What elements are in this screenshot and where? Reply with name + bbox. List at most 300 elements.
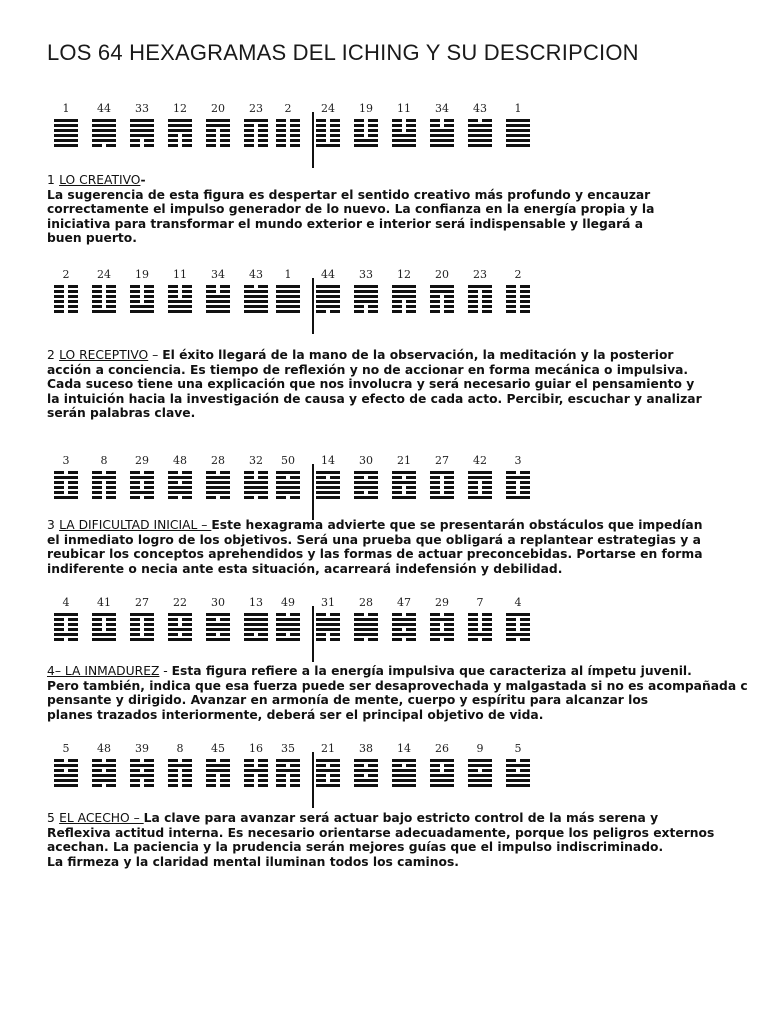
yin-line xyxy=(430,305,454,308)
hexagram-lines xyxy=(276,471,300,499)
yin-line xyxy=(276,779,300,782)
yang-line xyxy=(392,471,416,474)
yang-line xyxy=(276,481,300,484)
yang-line xyxy=(392,759,416,762)
hexagram-figure xyxy=(468,742,492,789)
yin-line xyxy=(206,144,230,147)
hexagram-number: 27 xyxy=(135,596,149,609)
yang-line xyxy=(468,124,492,127)
hexagram-figure xyxy=(168,742,192,789)
hexagram-number: 21 xyxy=(397,454,411,467)
yin-line xyxy=(276,476,300,479)
hexagram-number: 33 xyxy=(359,268,373,281)
yang-line xyxy=(54,496,78,499)
yang-line xyxy=(206,623,230,626)
yin-line xyxy=(244,633,268,636)
yang-line xyxy=(206,764,230,767)
hexagram-lines xyxy=(54,471,78,499)
hexagram-number: 12 xyxy=(397,268,411,281)
yang-line xyxy=(276,623,300,626)
hexagram-lines xyxy=(92,613,116,641)
entry-text-line: acción a conciencia. Es tiempo de reflexión y no de accionar en forma mecánica o impulsiva. xyxy=(47,362,689,377)
yin-line xyxy=(392,300,416,303)
hexagram-figure xyxy=(276,268,300,315)
yang-line xyxy=(206,119,230,122)
hexagram-figure xyxy=(244,268,268,315)
yang-line xyxy=(468,471,492,474)
yang-line xyxy=(244,769,268,772)
yin-line xyxy=(92,759,116,762)
yang-line xyxy=(506,476,530,479)
yang-line xyxy=(430,134,454,137)
yang-line xyxy=(244,628,268,631)
yang-line xyxy=(54,476,78,479)
yin-line xyxy=(430,628,454,631)
yin-line xyxy=(316,779,340,782)
entry-text-line: La sugerencia de esta figura es despertar el sentido creativo más profundo y encauzar xyxy=(47,187,651,202)
entry-text-line: serán palabras clave. xyxy=(47,406,196,421)
hexagram-number: 44 xyxy=(321,268,335,281)
yang-line xyxy=(92,476,116,479)
yang-line xyxy=(276,491,300,494)
hexagram-figure xyxy=(468,102,492,149)
yin-line xyxy=(92,618,116,621)
yang-line xyxy=(244,613,268,616)
yin-line xyxy=(468,769,492,772)
yang-line xyxy=(168,764,192,767)
yang-line xyxy=(506,764,530,767)
hexagram-lines xyxy=(316,119,340,147)
yin-line xyxy=(506,623,530,626)
yin-line xyxy=(244,496,268,499)
hexagram-lines xyxy=(468,759,492,787)
entry-text-line: Reflexiva actitud interna. Es necesario orientarse adecuadamente, porque los peligros externos xyxy=(47,825,715,840)
yang-line xyxy=(168,305,192,308)
yin-line xyxy=(468,613,492,616)
yang-line xyxy=(168,476,192,479)
yin-line xyxy=(130,769,154,772)
yin-line xyxy=(244,779,268,782)
entry-text-line: Cada suceso tiene una explicación que nos involucra y será necesario guiar el pensamiento y xyxy=(47,377,695,392)
yang-line xyxy=(244,638,268,641)
yang-line xyxy=(468,129,492,132)
yin-line xyxy=(276,139,300,142)
hexagram-number: 35 xyxy=(281,742,295,755)
yang-line xyxy=(130,310,154,313)
yin-line xyxy=(430,486,454,489)
hexagram-number: 39 xyxy=(135,742,149,755)
yang-line xyxy=(276,471,300,474)
yang-line xyxy=(130,119,154,122)
hexagram-number: 4 xyxy=(514,596,522,609)
yang-line xyxy=(430,129,454,132)
hexagram-figure xyxy=(276,596,300,643)
yin-line xyxy=(206,134,230,137)
hexagram-lines xyxy=(392,471,416,499)
yin-line xyxy=(130,290,154,293)
hexagram-lines xyxy=(168,759,192,787)
entry-text-line: reubicar los conceptos aprehendidos y las formas de actuar preconcebidas. Portarse en forma xyxy=(47,547,703,562)
yang-line xyxy=(276,759,300,762)
yin-line xyxy=(276,124,300,127)
yin-line xyxy=(430,769,454,772)
hexagram-number: 21 xyxy=(321,742,335,755)
hexagram-number: 22 xyxy=(173,596,187,609)
hexagram-figure xyxy=(92,454,116,501)
yang-line xyxy=(168,613,192,616)
yin-line xyxy=(468,305,492,308)
yin-line xyxy=(468,300,492,303)
yin-line xyxy=(392,628,416,631)
yang-line xyxy=(468,496,492,499)
yang-line xyxy=(276,290,300,293)
yang-line xyxy=(206,300,230,303)
yin-line xyxy=(244,476,268,479)
hexagram-lines xyxy=(430,119,454,147)
yang-line xyxy=(430,633,454,636)
yin-line xyxy=(168,285,192,288)
yin-line xyxy=(392,486,416,489)
yang-line xyxy=(392,618,416,621)
yang-line xyxy=(54,633,78,636)
hexagram-lines xyxy=(354,613,378,641)
yang-line xyxy=(92,638,116,641)
hexagram-number: 1 xyxy=(62,102,70,115)
hexagram-number: 2 xyxy=(514,268,522,281)
yang-line xyxy=(244,491,268,494)
yang-line xyxy=(392,139,416,142)
yang-line xyxy=(130,491,154,494)
hexagram-number: 28 xyxy=(211,454,225,467)
yin-line xyxy=(276,144,300,147)
yin-line xyxy=(130,481,154,484)
yang-line xyxy=(276,310,300,313)
hexagram-number: 14 xyxy=(397,742,411,755)
yang-line xyxy=(92,119,116,122)
hexagram-figure xyxy=(506,102,530,149)
hexagram-number: 29 xyxy=(135,454,149,467)
hexagram-lines xyxy=(244,285,268,313)
hexagram-lines xyxy=(92,471,116,499)
yin-line xyxy=(168,618,192,621)
hexagram-lines xyxy=(392,759,416,787)
yin-line xyxy=(506,295,530,298)
hexagram-number: 20 xyxy=(211,102,225,115)
yang-line xyxy=(276,628,300,631)
yin-line xyxy=(206,290,230,293)
hexagram-number: 1 xyxy=(284,268,292,281)
yin-line xyxy=(430,613,454,616)
hexagram-lines xyxy=(54,759,78,787)
yin-line xyxy=(468,623,492,626)
hexagram-lines xyxy=(354,759,378,787)
yin-line xyxy=(92,491,116,494)
yang-line xyxy=(206,486,230,489)
yin-line xyxy=(54,481,78,484)
hexagram-figure xyxy=(316,268,340,315)
yin-line xyxy=(506,491,530,494)
yang-line xyxy=(206,476,230,479)
yang-line xyxy=(316,481,340,484)
divider-line xyxy=(312,464,314,520)
hexagram-number: 2 xyxy=(284,102,292,115)
yang-line xyxy=(92,774,116,777)
yin-line xyxy=(244,124,268,127)
yang-line xyxy=(430,759,454,762)
hexagram-figure xyxy=(392,596,416,643)
yin-line xyxy=(92,496,116,499)
yang-line xyxy=(206,491,230,494)
yin-line xyxy=(168,769,192,772)
yin-line xyxy=(468,290,492,293)
yang-line xyxy=(168,638,192,641)
hexagram-lines xyxy=(168,613,192,641)
hexagram-lines xyxy=(130,471,154,499)
yang-line xyxy=(430,618,454,621)
yang-line xyxy=(244,618,268,621)
yang-line xyxy=(206,769,230,772)
yin-line xyxy=(92,471,116,474)
yin-line xyxy=(54,759,78,762)
yang-line xyxy=(316,628,340,631)
hexagram-figure xyxy=(130,454,154,501)
hexagram-lines xyxy=(354,471,378,499)
yang-line xyxy=(276,638,300,641)
yin-line xyxy=(130,784,154,787)
yang-line xyxy=(316,144,340,147)
hexagram-figure xyxy=(206,454,230,501)
yang-line xyxy=(92,764,116,767)
hexagram-strip xyxy=(46,454,546,520)
yang-line xyxy=(168,124,192,127)
divider-line xyxy=(312,112,314,168)
hexagram-number: 24 xyxy=(321,102,335,115)
yin-line xyxy=(206,759,230,762)
yin-line xyxy=(168,779,192,782)
entry-text-line: indiferente o necia ante esta situación, acarreará indefensión y debilidad. xyxy=(47,561,563,576)
yang-line xyxy=(316,759,340,762)
hexagram-number: 24 xyxy=(97,268,111,281)
yin-line xyxy=(430,638,454,641)
yang-line xyxy=(54,129,78,132)
yang-line xyxy=(430,779,454,782)
entry-heading xyxy=(47,348,768,363)
yin-line xyxy=(168,623,192,626)
yang-line xyxy=(468,764,492,767)
yin-line xyxy=(468,481,492,484)
hexagram-number: 38 xyxy=(359,742,373,755)
yang-line xyxy=(392,769,416,772)
hexagram-lines xyxy=(244,613,268,641)
yin-line xyxy=(168,759,192,762)
yin-line xyxy=(316,774,340,777)
entry-separator: - xyxy=(159,664,172,678)
yang-line xyxy=(506,784,530,787)
hexagram-number: 29 xyxy=(435,596,449,609)
hexagram-figure xyxy=(206,742,230,789)
yin-line xyxy=(392,613,416,616)
entry-text-line: iniciativa para transformar el mundo exterior e interior será indispensable y llegará a xyxy=(47,216,644,231)
yang-line xyxy=(506,774,530,777)
hexagram-number: 20 xyxy=(435,268,449,281)
hexagram-lines xyxy=(468,613,492,641)
yin-line xyxy=(54,295,78,298)
yin-line xyxy=(506,471,530,474)
hexagram-lines xyxy=(354,119,378,147)
hexagram-number: 41 xyxy=(97,596,111,609)
yin-line xyxy=(244,129,268,132)
entry-number: 2 xyxy=(47,348,55,362)
yin-line xyxy=(354,638,378,641)
hexagram-number: 7 xyxy=(476,596,484,609)
hexagram-number: 47 xyxy=(397,596,411,609)
yang-line xyxy=(54,139,78,142)
hexagram-number: 26 xyxy=(435,742,449,755)
yang-line xyxy=(354,784,378,787)
yin-line xyxy=(468,119,492,122)
hexagram-lines xyxy=(354,285,378,313)
yang-line xyxy=(506,779,530,782)
yang-line xyxy=(92,613,116,616)
yang-line xyxy=(430,139,454,142)
yin-line xyxy=(430,764,454,767)
yin-line xyxy=(316,124,340,127)
yin-line xyxy=(392,491,416,494)
yin-line xyxy=(130,471,154,474)
yang-line xyxy=(468,285,492,288)
hexagram-lines xyxy=(506,471,530,499)
hexagram-number: 2 xyxy=(62,268,70,281)
yang-line xyxy=(92,129,116,132)
hexagram-figure xyxy=(206,596,230,643)
yang-line xyxy=(130,134,154,137)
yin-line xyxy=(506,290,530,293)
yang-line xyxy=(506,124,530,127)
yang-line xyxy=(316,295,340,298)
hexagram-entry-1 xyxy=(47,173,768,246)
yin-line xyxy=(130,300,154,303)
hexagram-figure xyxy=(276,742,300,789)
yin-line xyxy=(316,310,340,313)
yin-line xyxy=(206,129,230,132)
yin-line xyxy=(130,496,154,499)
yin-line xyxy=(468,618,492,621)
hexagram-figure xyxy=(92,268,116,315)
hexagram-figure xyxy=(54,102,78,149)
yin-line xyxy=(354,310,378,313)
hexagram-entry-5 xyxy=(47,811,768,869)
entry-number: 3 xyxy=(47,518,55,532)
yang-line xyxy=(168,119,192,122)
hexagram-lines xyxy=(506,613,530,641)
yin-line xyxy=(54,623,78,626)
hexagram-number: 43 xyxy=(473,102,487,115)
yang-line xyxy=(316,491,340,494)
yang-line xyxy=(54,134,78,137)
hexagram-lines xyxy=(276,613,300,641)
hexagram-strip xyxy=(46,268,546,334)
hexagram-number: 16 xyxy=(249,742,263,755)
hexagram-figure xyxy=(354,268,378,315)
hexagram-figure xyxy=(468,268,492,315)
yin-line xyxy=(430,476,454,479)
yang-line xyxy=(316,784,340,787)
hexagram-entry-2 xyxy=(47,348,768,421)
hexagram-lines xyxy=(54,285,78,313)
hexagram-number: 48 xyxy=(97,742,111,755)
yin-line xyxy=(92,769,116,772)
yang-line xyxy=(316,290,340,293)
divider-line xyxy=(312,606,314,662)
hexagram-figure xyxy=(316,742,340,789)
hexagram-figure xyxy=(130,742,154,789)
yang-line xyxy=(244,305,268,308)
yin-line xyxy=(206,774,230,777)
hexagram-number: 32 xyxy=(249,454,263,467)
hexagram-figure xyxy=(244,102,268,149)
yin-line xyxy=(130,633,154,636)
hexagram-number: 14 xyxy=(321,454,335,467)
yang-line xyxy=(316,769,340,772)
yin-line xyxy=(276,764,300,767)
yin-line xyxy=(206,779,230,782)
entry-number: 5 xyxy=(47,811,55,825)
hexagram-lines xyxy=(276,285,300,313)
hexagram-lines xyxy=(92,285,116,313)
hexagram-number: 8 xyxy=(100,454,108,467)
yang-line xyxy=(54,779,78,782)
yang-line xyxy=(468,779,492,782)
yin-line xyxy=(468,628,492,631)
yin-line xyxy=(168,139,192,142)
hexagram-lines xyxy=(316,471,340,499)
yang-line xyxy=(430,285,454,288)
yin-line xyxy=(316,613,340,616)
yang-line xyxy=(392,496,416,499)
yin-line xyxy=(130,623,154,626)
yang-line xyxy=(430,784,454,787)
yin-line xyxy=(168,774,192,777)
yang-line xyxy=(130,129,154,132)
yin-line xyxy=(92,784,116,787)
yin-line xyxy=(354,764,378,767)
hexagram-figure xyxy=(430,596,454,643)
yin-line xyxy=(92,486,116,489)
hexagram-number: 45 xyxy=(211,742,225,755)
entry-text-line: El éxito llegará de la mano de la observación, la meditación y la posterior xyxy=(162,348,674,362)
hexagram-number: 31 xyxy=(321,596,335,609)
entry-text-line: acechan. La paciencia y la prudencia serán mejores guías que el impulso indiscriminado. xyxy=(47,840,664,855)
yin-line xyxy=(130,486,154,489)
yin-line xyxy=(506,486,530,489)
yin-line xyxy=(316,764,340,767)
yang-line xyxy=(244,295,268,298)
yang-line xyxy=(354,628,378,631)
yin-line xyxy=(430,295,454,298)
yang-line xyxy=(276,285,300,288)
hexagram-figure xyxy=(244,454,268,501)
entry-name: 4– LA INMADUREZ xyxy=(47,664,160,678)
yin-line xyxy=(244,759,268,762)
yang-line xyxy=(130,124,154,127)
yin-line xyxy=(168,144,192,147)
yin-line xyxy=(354,613,378,616)
yang-line xyxy=(354,618,378,621)
yang-line xyxy=(168,300,192,303)
hexagram-number: 19 xyxy=(359,102,373,115)
yang-line xyxy=(54,124,78,127)
yin-line xyxy=(276,119,300,122)
